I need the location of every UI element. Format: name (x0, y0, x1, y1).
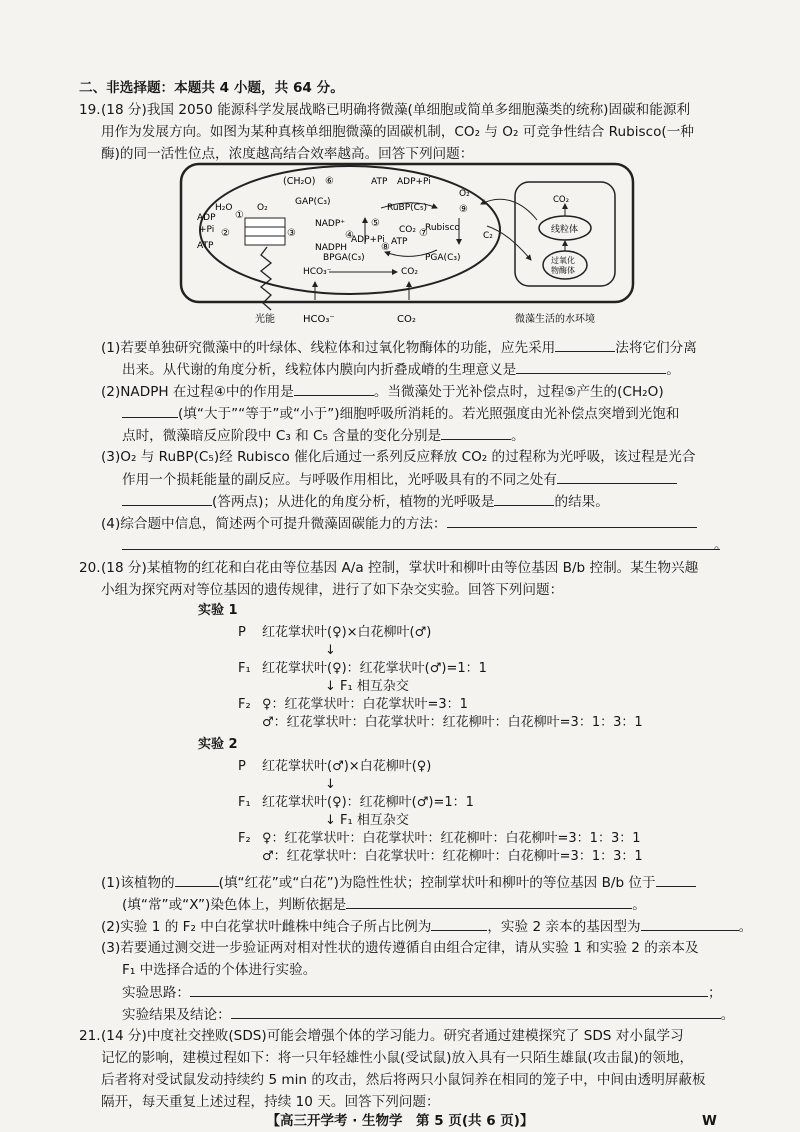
label-mitochondrion: 线粒体 (551, 225, 579, 235)
label-hco3-out: HCO₃⁻ (303, 314, 335, 325)
answer-blank[interactable] (346, 894, 632, 909)
q19-intro-line2: 用作为发展方向。如图为某种真核单细胞微藻的固碳机制，CO₂ 与 O₂ 可竞争性结合 Rubisco(一种 (101, 124, 694, 140)
answer-blank[interactable] (294, 381, 374, 396)
answer-blank[interactable] (231, 1004, 721, 1019)
answer-blank[interactable] (175, 872, 219, 887)
q19-intro-line3: 酶)的同一活性位点，浓度越高结合效率越高。回答下列问题： (101, 146, 474, 162)
label-atp-left: ATP (197, 241, 214, 251)
answer-blank[interactable] (656, 872, 696, 887)
label-co2-in: CO₂ (401, 267, 418, 277)
label-adp-pi-top: ADP+Pi (397, 177, 431, 187)
q20-part1-line1: (1)该植物的 (填“红花”或“白花”)为隐性性状；控制掌状叶和柳叶的等位基因 B/b 位于 (101, 872, 696, 893)
exp1-f2-female: ♀：红花掌状叶：白花掌状叶=3：1 (262, 697, 468, 712)
answer-blank[interactable] (122, 491, 212, 506)
exp1-f1-label: F₁ (238, 661, 251, 676)
exp2-f2-label: F₂ (238, 831, 251, 846)
label-light: 光能 (255, 314, 275, 325)
q20-part2: (2)实验 1 的 F₂ 中白花掌状叶雌株中纯合子所占比例为 ，实验 2 亲本的基因型为 。 (101, 916, 752, 937)
microalgae-carbon-fixation-diagram (175, 160, 645, 330)
exp2-p-label: P (238, 759, 246, 774)
answer-line[interactable] (122, 549, 720, 550)
label-o2-left: O₂ (257, 203, 268, 213)
exp1-p-cross: 红花掌状叶(♀)×白花柳叶(♂) (262, 625, 432, 640)
exp1-f1-cross: ↓ F₁ 相互杂交 (325, 679, 409, 694)
label-step2: ② (221, 228, 230, 239)
q19-number: 19. (79, 102, 101, 118)
q19-part2-line3: 点时，微藻暗反应阶段中 C₃ 和 C₅ 含量的变化分别是 。 (122, 425, 525, 446)
exp2-f2-male: ♂：红花掌状叶：白花掌状叶：红花柳叶：白花柳叶=3：1：3：1 (262, 849, 643, 864)
label-step7: ⑦ (419, 228, 428, 239)
label-hco3-in: HCO₃⁻ (303, 267, 332, 277)
label-nadph: NADPH (315, 243, 348, 253)
section-title: 二、非选择题：本题共 4 小题，共 64 分。 (79, 80, 344, 96)
q20-part1-line2: (填“常”或“X”)染色体上，判断依据是 。 (122, 894, 646, 915)
label-step4: ④ (345, 230, 354, 241)
q19-part3-line2: 作用一个损耗能量的副反应。与呼吸作用相比，光呼吸具有的不同之处有 (122, 469, 677, 490)
label-nadp: NADP⁺ (315, 219, 345, 229)
down-arrow: ↓ (325, 643, 336, 658)
version-mark: W (702, 1113, 717, 1129)
label-gap: GAP(C₃) (295, 197, 331, 207)
label-adp: ADP (197, 213, 216, 223)
label-c2: C₂ (483, 231, 493, 241)
exp2-f1-label: F₁ (238, 795, 251, 810)
label-atp-mid: ATP (391, 237, 408, 247)
label-step9: ⑨ (459, 204, 468, 215)
exp2-f2-female: ♀：红花掌状叶：白花掌状叶：红花柳叶：白花柳叶=3：1：3：1 (262, 831, 641, 846)
q20-intro-line1: (18 分)某植物的红花和白花由等位基因 A/a 控制，掌状叶和柳叶由等位基因 B/b 控制。某生物兴趣 (101, 560, 699, 576)
answer-blank[interactable] (557, 469, 677, 484)
q19-part1-line2: 出来。从代谢的角度分析，线粒体内膜向内折叠成嵴的生理意义是 。 (122, 359, 680, 380)
label-step5: ⑤ (371, 218, 380, 229)
label-co2-out: CO₂ (397, 314, 416, 325)
light-zigzag (261, 247, 271, 310)
q20-part3-line2: F₁ 中选择合适的个体进行实验。 (122, 962, 317, 978)
q21-intro-line3: 后者将对受试鼠发动持续约 5 min 的攻击，然后将两只小鼠饲养在相同的笼子中，中间由透明屏蔽板 (101, 1072, 706, 1088)
label-peroxisome-1: 过氧化 (551, 256, 575, 265)
label-ch2o: (CH₂O) (283, 176, 316, 187)
down-arrow: ↓ (325, 777, 336, 792)
exp2-title: 实验 2 (198, 737, 238, 752)
q21-intro-line2: 记忆的影响，建模过程如下：将一只年轻雄性小鼠(受试鼠)放入具有一只陌生雄鼠(攻击鼠)的领地， (101, 1050, 694, 1066)
exp2-f1-cross: ↓ F₁ 相互杂交 (325, 813, 409, 828)
exp1-f2-male: ♂：红花掌状叶：白花掌状叶：红花柳叶：白花柳叶=3：1：3：1 (262, 715, 643, 730)
label-pi: +Pi (199, 225, 215, 235)
answer-blank[interactable] (494, 491, 554, 506)
label-co2-mid: CO₂ (399, 225, 416, 235)
label-adp-pi-mid: ADP+Pi (351, 235, 385, 245)
exp2-f1: 红花掌状叶(♀)：红花柳叶(♂)=1：1 (262, 795, 474, 810)
answer-blank[interactable] (555, 337, 615, 352)
q21-number: 21. (79, 1028, 101, 1044)
label-rubisco: Rubisco (425, 223, 460, 233)
q19-part1-line1: (1)若要单独研究微藻中的叶绿体、线粒体和过氧化物酶体的功能，应先采用 法将它们分离 (101, 337, 697, 358)
label-bpga: BPGA(C₃) (323, 253, 365, 263)
q20-number: 20. (79, 560, 101, 576)
label-h2o: H₂O (215, 203, 233, 213)
label-step8: ⑧ (381, 242, 390, 253)
exp1-f1: 红花掌状叶(♀)：红花掌状叶(♂)=1：1 (262, 661, 487, 676)
q19-part3-line1: (3)O₂ 与 RuBP(C₅)经 Rubisco 催化后通过一系列反应释放 CO₂ 的过程称为光呼吸，该过程是光合 (101, 449, 696, 465)
label-step1: ① (235, 210, 244, 221)
exp2-p-cross: 红花掌状叶(♂)×白花柳叶(♀) (262, 759, 432, 774)
label-water-environment: 微藻生活的水环境 (515, 314, 595, 325)
answer-blank[interactable] (122, 403, 178, 418)
exp1-title: 实验 1 (198, 603, 238, 618)
answer-blank[interactable] (447, 513, 697, 528)
q19-intro-line1: (18 分)我国 2050 能源科学发展战略已明确将微藻(单细胞或简单多细胞藻类的统称)固碳和能源利 (101, 102, 691, 118)
exp1-f2-label: F₂ (238, 697, 251, 712)
answer-blank[interactable] (641, 916, 739, 931)
page-footer: 【高三开学考 · 生物学 第 5 页(共 6 页)】 (266, 1113, 534, 1129)
q19-part4-line1: (4)综合题中信息，简述两个可提升微藻固碳能力的方法： (101, 513, 697, 534)
label-peroxisome-2: 物酶体 (551, 266, 575, 275)
q20-part3-line1: (3)若要通过测交进一步验证两对相对性状的遗传遵循自由组合定律，请从实验 1 和实验 2 的亲本及 (101, 940, 699, 956)
answer-blank[interactable] (190, 982, 708, 997)
label-step3: ③ (287, 228, 296, 239)
q20-idea-line: 实验思路： ； (122, 982, 722, 1003)
label-step6: ⑥ (325, 176, 334, 187)
q19-part3-line3: (答两点)；从进化的角度分析，植物的光呼吸是 的结果。 (122, 491, 609, 512)
answer-blank[interactable] (441, 425, 511, 440)
period-mark: 。 (714, 537, 728, 553)
label-co2-organelle: CO₂ (553, 195, 570, 205)
label-o2-right: O₂ (459, 189, 470, 199)
q20-intro-line2: 小组为探究两对等位基因的遗传规律，进行了如下杂交实验。回答下列问题： (101, 582, 564, 598)
q19-part2-line2: (填“大于”“等于”或“小于”)细胞呼吸所消耗的。若光照强度由光补偿点突增到光饱和 (122, 403, 679, 424)
q21-intro-line1: (14 分)中度社交挫败(SDS)可能会增强个体的学习能力。研究者通过建模探究了 SDS 对小鼠学习 (101, 1028, 684, 1044)
q21-intro-line4: 隔开，每天重复上述过程，持续 10 天。回答下列问题： (101, 1094, 440, 1110)
answer-blank[interactable] (516, 359, 666, 374)
q19-part2-line1: (2)NADPH 在过程④中的作用是 。当微藻处于光补偿点时，过程⑤产生的(CH₂O) (101, 381, 664, 402)
label-atp-top: ATP (371, 177, 388, 187)
answer-blank[interactable] (431, 916, 487, 931)
label-pga: PGA(C₃) (425, 253, 461, 263)
q20-result-line: 实验结果及结论： 。 (122, 1004, 734, 1025)
exp1-p-label: P (238, 625, 246, 640)
label-rubp: RuBP(C₅) (387, 203, 428, 213)
